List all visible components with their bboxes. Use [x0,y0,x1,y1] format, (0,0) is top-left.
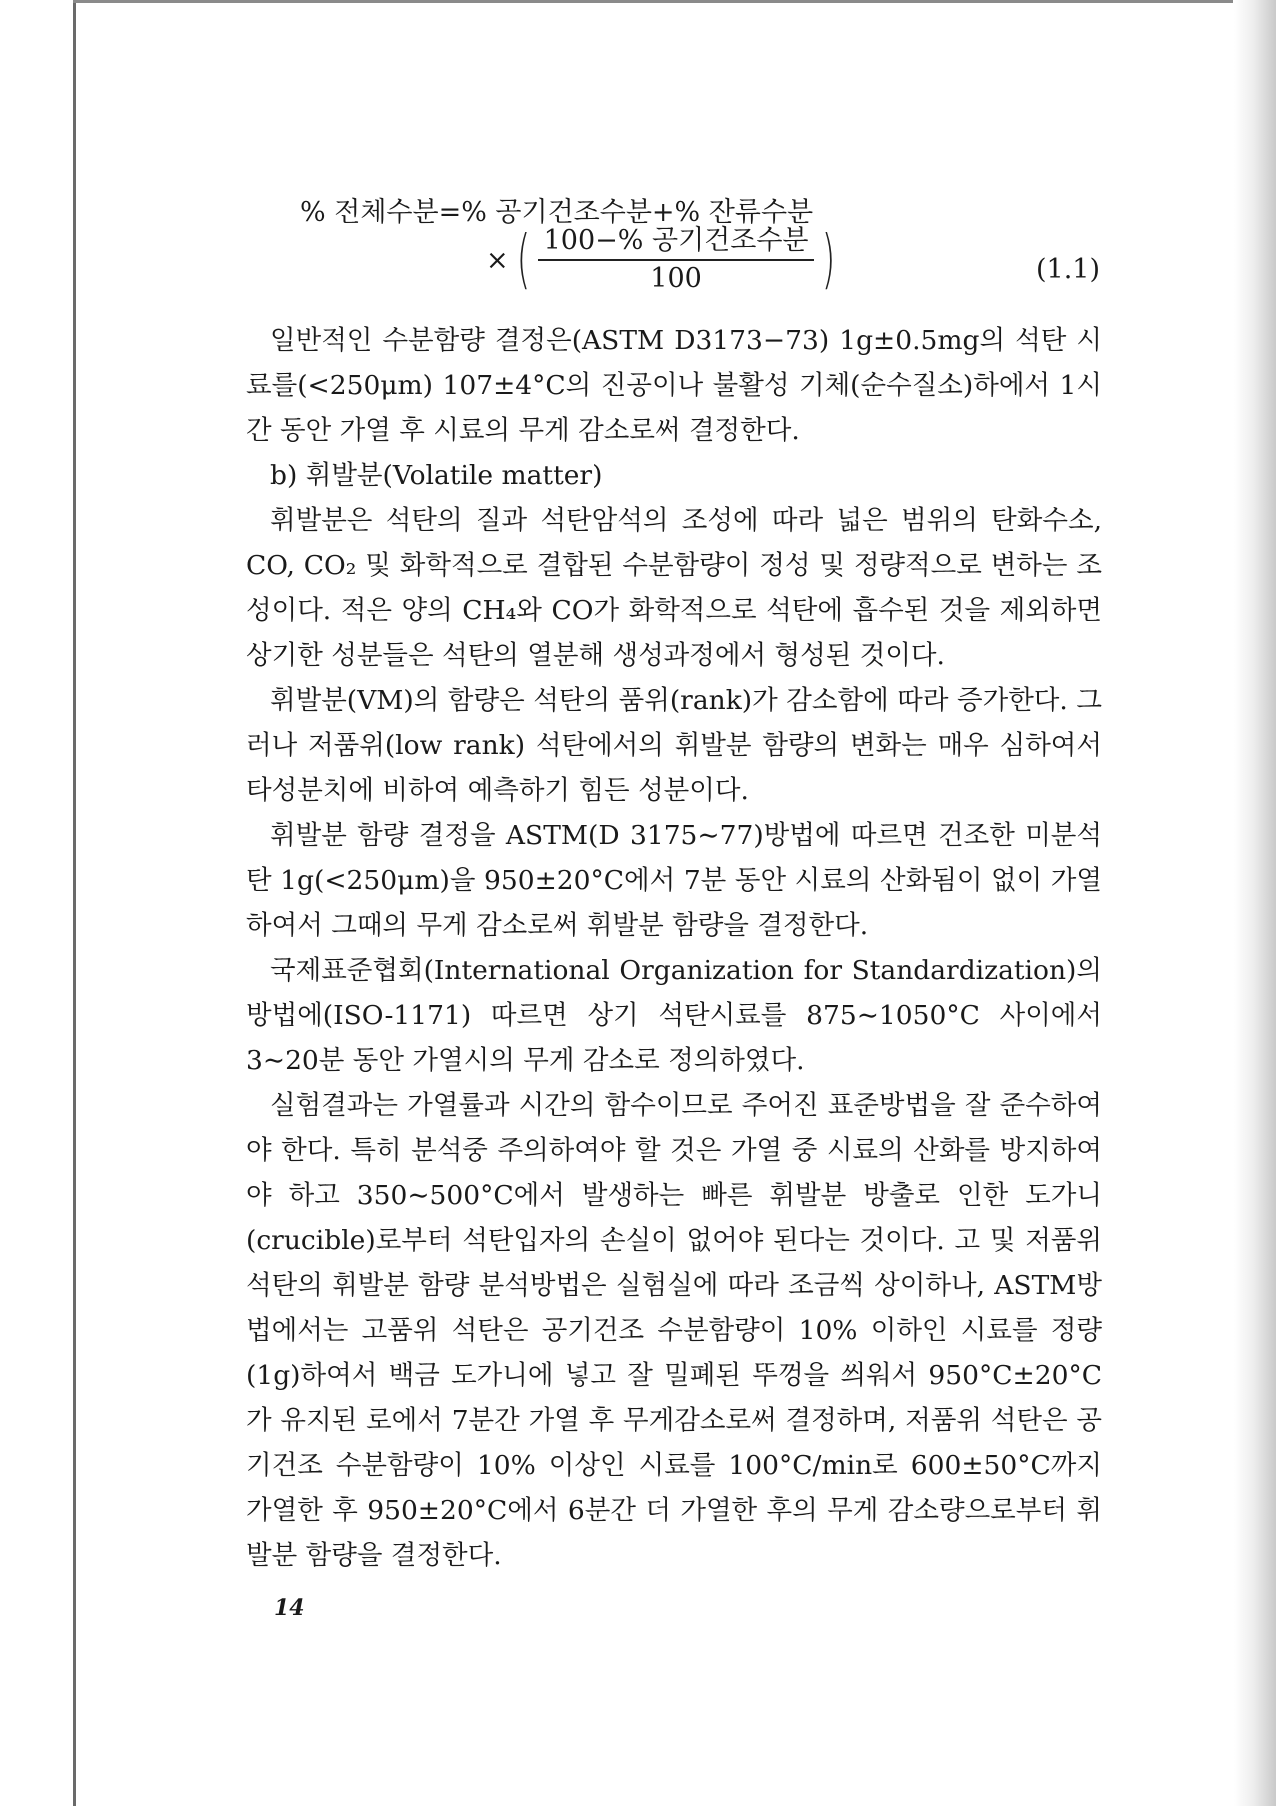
paragraph-moisture-method: 일반적인 수분함량 결정은(ASTM D3173−73) 1g±0.5mg의 석탄 시료를(<250μm) 107±4°C의 진공이나 불활성 기체(순수질소)하에서 1시간 동안 가열 후 시료의 무게 감소로써 결정한다. [246,325,1102,446]
paragraph-experimental-notes: 실험결과는 가열률과 시간의 함수이므로 주어진 표준방법을 잘 준수하여야 한다. 특히 분석중 주의하여야 할 것은 가열 중 시료의 산화를 방지하여야 하고 350∼500°C에서 발생하는 빠른 휘발분 방출로 인한 도가니(crucible)로부터 석탄입자의 손실이 없어야 된다는 것이다. 고 및 저품위 석탄의 휘발분 함량 분석방법은 실험실에 따라 조금씩 상이하나, ASTM방법에서는 고품위 석탄은 공기건조 수분함량이 10% 이하인 시료를 정량(1g)하여서 백금 도가니에 넣고 잘 밀폐된 뚜껑을 씌워서 950°C±20°C가 유지된 로에서 7분간 가열 후 무게감소로써 결정하며, 저품위 석탄은 공기건조 수분함량이 10% 이상인 시료를 100°C/min로 600±50°C까지 가열한 후 950±20°C에서 6분간 더 가열한 후의 무게 감소량으로부터 휘발분 함량을 결정한다. [246,1090,1102,1571]
page-edge-left [73,0,76,1806]
paragraph-volatile-definition: 휘발분은 석탄의 질과 석탄암석의 조성에 따라 넓은 범위의 탄화수소, CO, CO₂ 및 화학적으로 결합된 수분함량이 정성 및 정량적으로 변하는 조성이다. 적은 양의 CH₄와 CO가 화학적으로 석탄에 흡수된 것을 제외하면 상기한 성분들은 석탄의 열분해 생성과정에서 형성된 것이다. [246,505,1102,671]
page-number: 14 [274,1595,305,1621]
times-sign: × [486,244,509,276]
fraction [538,225,815,295]
paragraph-astm-method: 휘발분 함량 결정을 ASTM(D 3175∼77)방법에 따르면 건조한 미분석탄 1g(<250μm)을 950±20°C에서 7분 동안 시료의 산화됨이 없이 가열하여서 그때의 무게 감소로써 휘발분 함량을 결정한다. [246,820,1102,941]
fraction-numerator: 100−% 공기건조수분 [538,225,815,261]
formula-line-2 [486,222,841,298]
equation-number: (1.1) [1036,254,1101,285]
paragraph-iso-method: 국제표준협회(International Organization for Standardization)의 방법에(ISO-1171) 따르면 상기 석탄시료를 875∼1050°C 사이에서 3∼20분 동안 가열시의 무게 감소로 정의하였다. [246,955,1102,1076]
paragraph-volatile-rank: 휘발분(VM)의 함량은 석탄의 품위(rank)가 감소함에 따라 증가한다. 그러나 저품위(low rank) 석탄에서의 휘발분 함량의 변화는 매우 심하여서 타성분치에 비하여 예측하기 힘든 성분이다. [246,685,1102,806]
formula-line-1: % 전체수분=% 공기건조수분+% 잔류수분 [300,197,814,228]
open-paren: ( [516,223,530,297]
body-text [246,318,1102,1578]
fraction-denominator: 100 [650,263,702,294]
page-edge-top [73,0,1233,3]
close-paren: ) [822,223,836,297]
page-shadow [1234,0,1276,1806]
section-subheading: b) 휘발분(Volatile matter) [270,460,603,491]
